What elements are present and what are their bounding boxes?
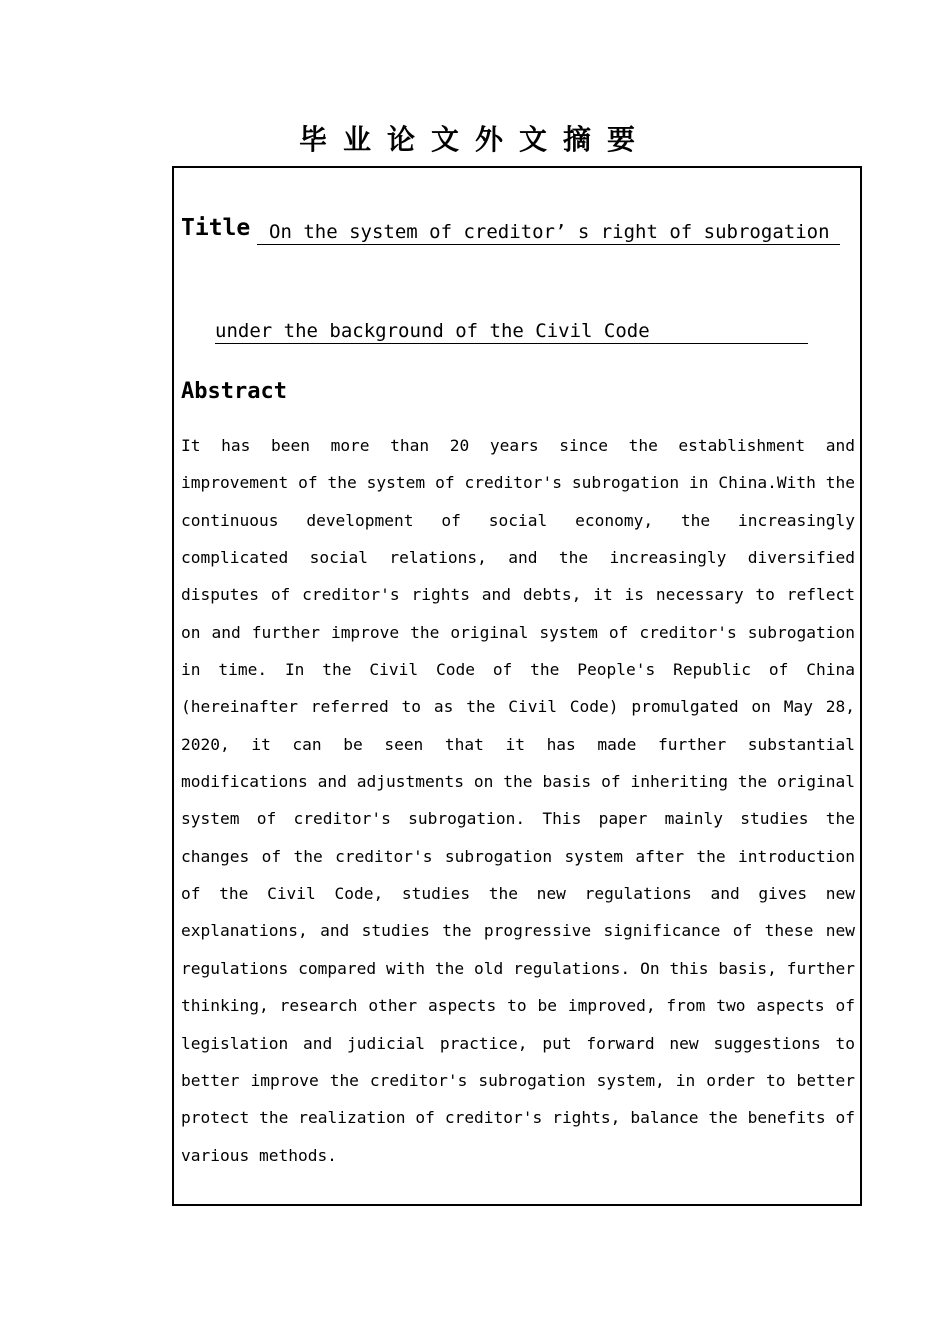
title-line-2: under the background of the Civil Code <box>215 320 808 344</box>
title-line-1: On the system of creditor’ s right of subrogation <box>257 221 840 245</box>
title-label: Title <box>181 215 251 241</box>
abstract-label: Abstract <box>181 379 287 404</box>
page-heading: 毕业论文外文摘要 <box>298 123 651 156</box>
abstract-body: It has been more than 20 years since the establishment and improvement of the system of creditor's subrogation in China.With the continuous development of social economy, the increasingly complicated social relations, and the increasingly diversified disputes of creditor's rights and debts, it is necessary to reflect on and further improve the original system of creditor's subrogation in time. In the Civil Code of the People's Republic of China (hereinafter referred to as the Civil Code) promulgated on May 28, 2020, it can be seen that it has made further substantial modifications and adjustments on the basis of inheriting the original system of creditor's subrogation. This paper mainly studies the changes of the creditor's subrogation system after the introduction of the Civil Code, studies the new regulations and gives new explanations, and studies the progressive significance of these new regulations compared with the old regulations. On this basis, further thinking, research other aspects to be improved, from two aspects of legislation and judicial practice, put forward new suggestions to better improve the creditor's subrogation system, in order to better protect the realization of creditor's rights, balance the benefits of various methods. <box>181 436 855 1165</box>
